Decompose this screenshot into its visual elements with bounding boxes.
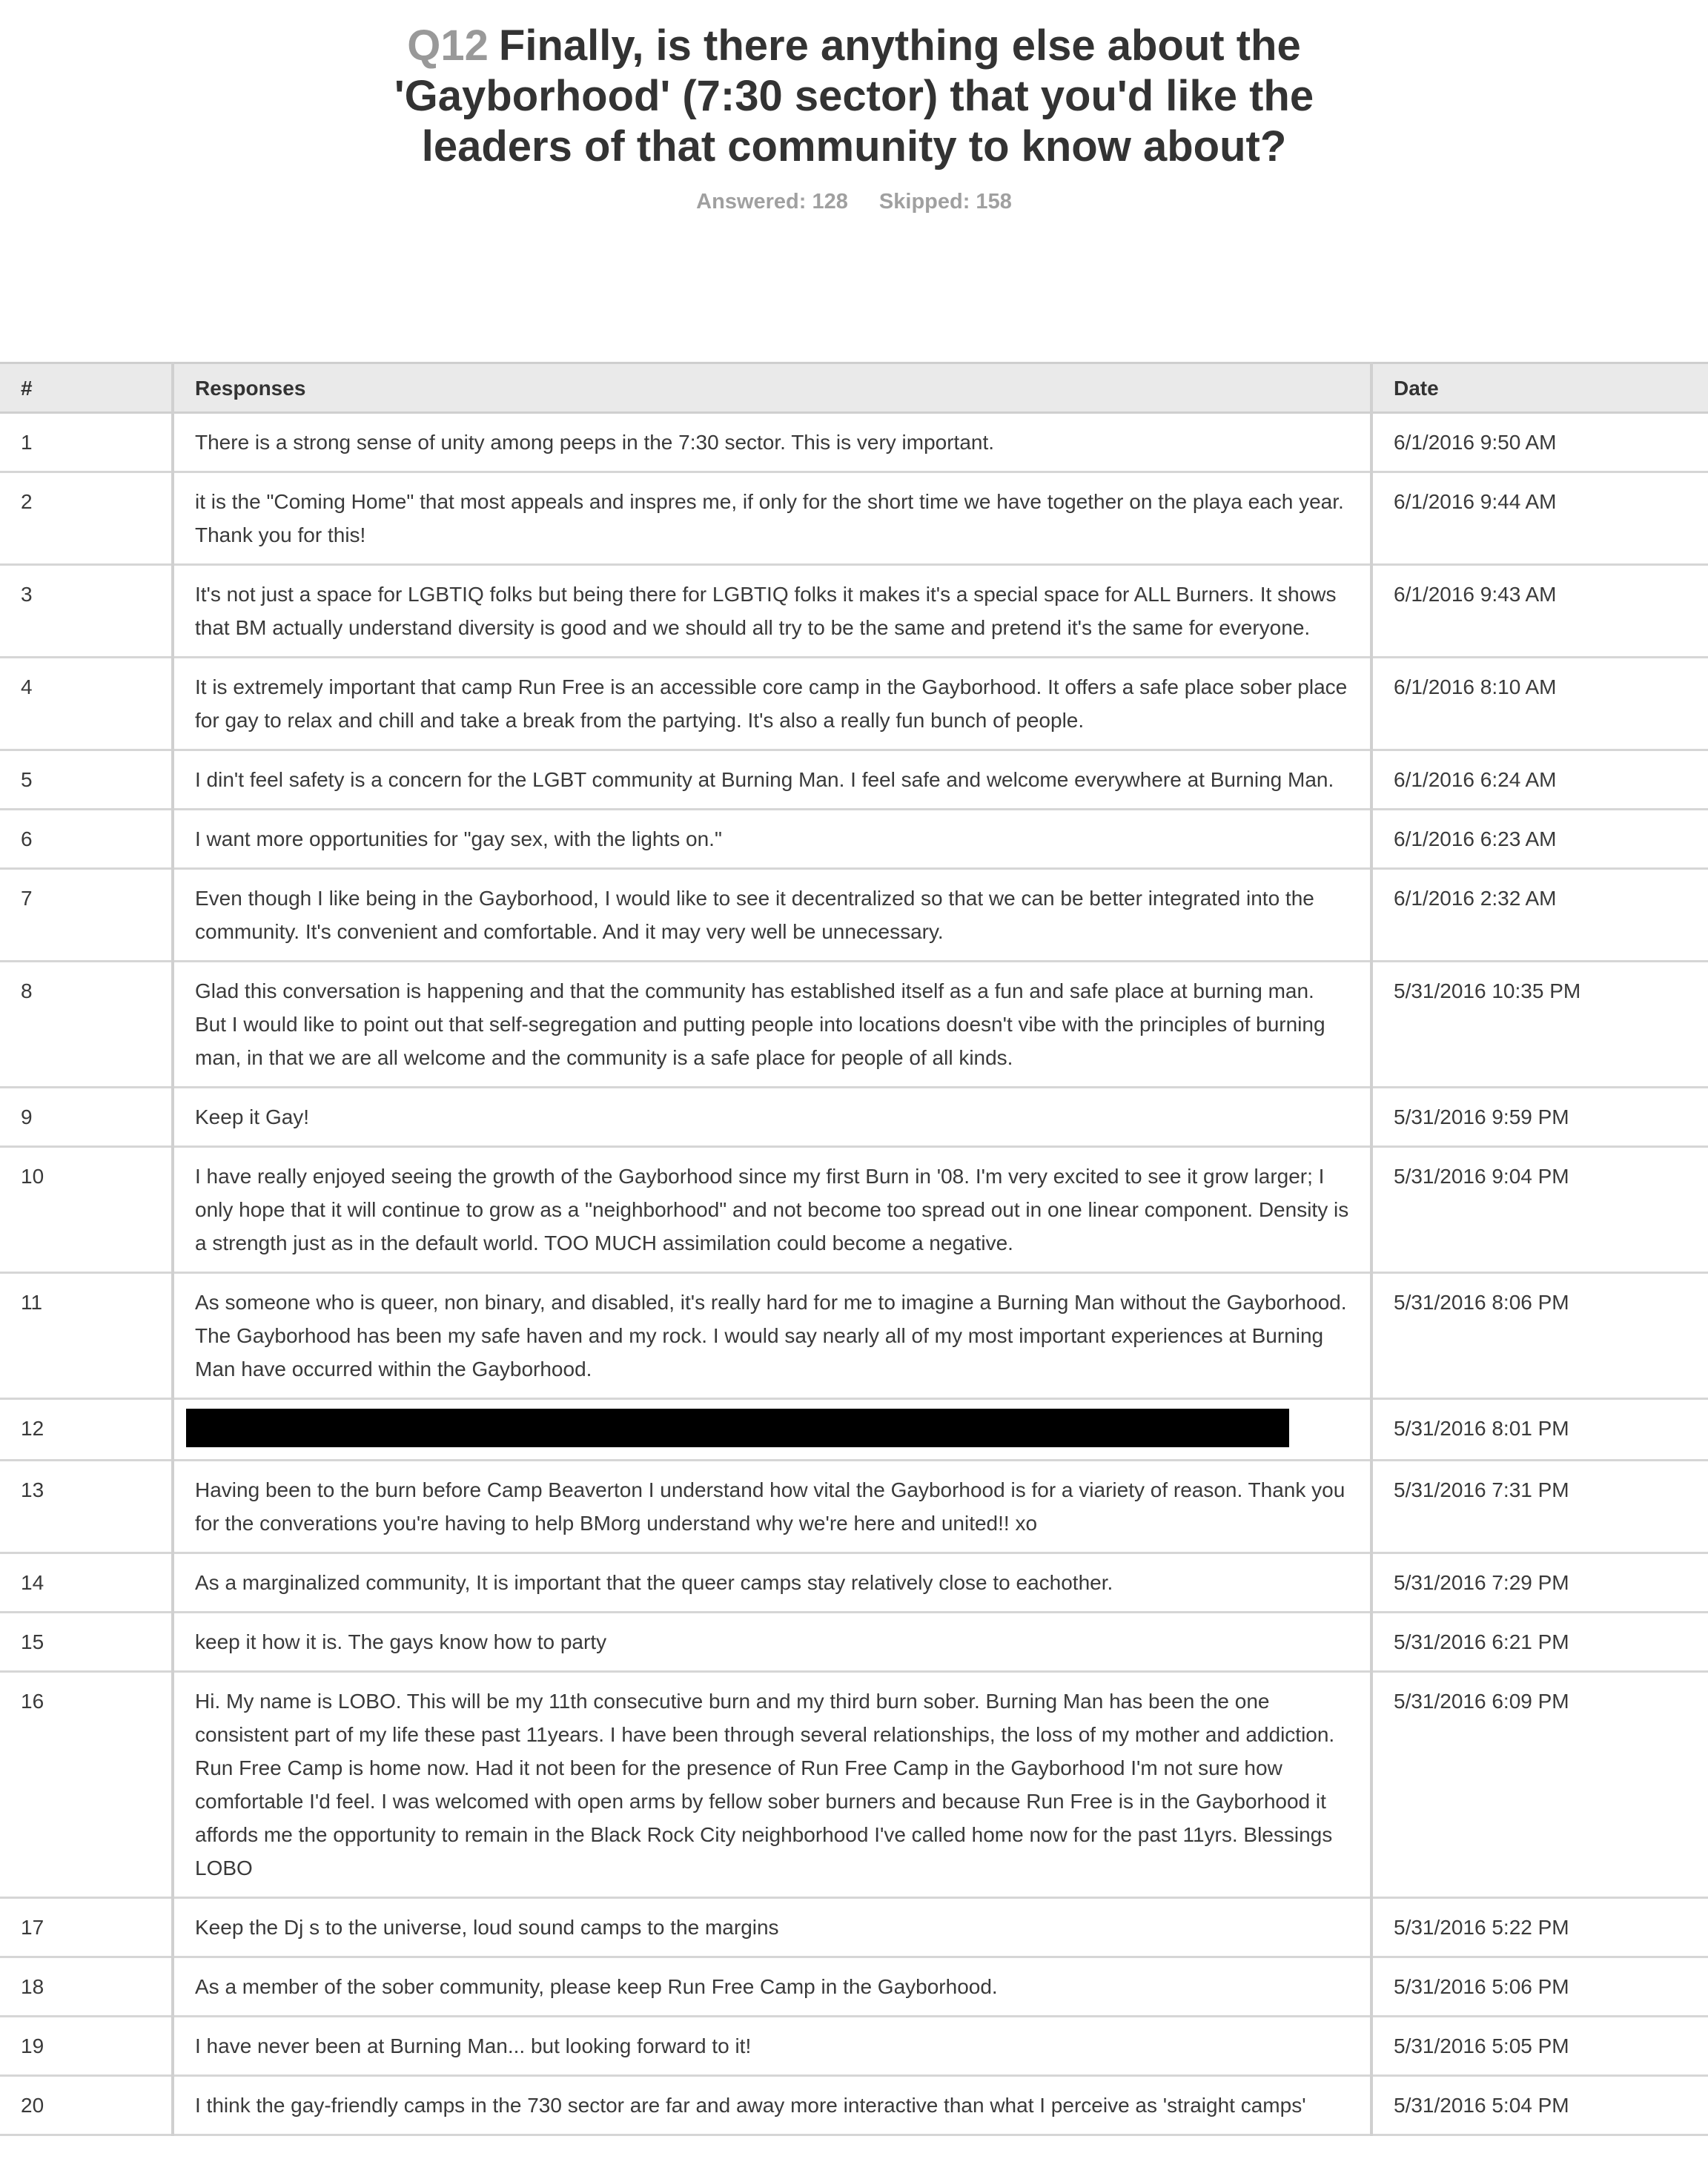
table-row — [0, 1461, 1708, 1553]
table-row — [0, 565, 1708, 658]
row-number: 5 — [0, 750, 173, 810]
response-date: 5/31/2016 8:06 PM — [1371, 1273, 1708, 1399]
response-date: 5/31/2016 9:04 PM — [1371, 1147, 1708, 1273]
row-number: 20 — [0, 2076, 173, 2135]
response-date: 6/1/2016 6:24 AM — [1371, 750, 1708, 810]
table-row — [0, 869, 1708, 962]
response-date: 6/1/2016 9:44 AM — [1371, 472, 1708, 565]
table-row — [0, 1553, 1708, 1613]
response-text: It is extremely important that camp Run Free is an accessible core camp in the Gayborhood. It offers a safe place sober place for gay to relax and chill and take a break from the partying. It's also a really fun bunch of people. — [173, 658, 1371, 750]
responses-table — [0, 362, 1708, 2136]
table-row — [0, 810, 1708, 869]
question-number: Q12 — [407, 22, 489, 70]
column-header-responses: Responses — [173, 363, 1371, 413]
response-text: As a marginalized community, It is important that the queer camps stay relatively close to eachother. — [173, 1553, 1371, 1613]
column-header-date: Date — [1371, 363, 1708, 413]
row-number: 17 — [0, 1898, 173, 1957]
table-row — [0, 1399, 1708, 1461]
response-date: 5/31/2016 5:05 PM — [1371, 2017, 1708, 2076]
response-date: 5/31/2016 5:04 PM — [1371, 2076, 1708, 2135]
response-text: I din't feel safety is a concern for the LGBT community at Burning Man. I feel safe and welcome everywhere at Burning Man. — [173, 750, 1371, 810]
response-date: 5/31/2016 5:22 PM — [1371, 1898, 1708, 1957]
redaction-bar — [186, 1409, 1289, 1447]
row-number: 10 — [0, 1147, 173, 1273]
table-row — [0, 1273, 1708, 1399]
response-text: As a member of the sober community, please keep Run Free Camp in the Gayborhood. — [173, 1957, 1371, 2017]
row-number: 16 — [0, 1672, 173, 1898]
response-date: 5/31/2016 6:21 PM — [1371, 1613, 1708, 1672]
response-stats — [0, 190, 1708, 214]
response-date: 5/31/2016 6:09 PM — [1371, 1672, 1708, 1898]
answered-count: Answered: 128 — [696, 190, 848, 214]
table-row — [0, 1088, 1708, 1147]
table-row — [0, 658, 1708, 750]
response-date: 5/31/2016 7:31 PM — [1371, 1461, 1708, 1553]
row-number: 13 — [0, 1461, 173, 1553]
response-text: I have really enjoyed seeing the growth of the Gayborhood since my first Burn in '08. I'm very excited to see it grow larger; I only hope that it will continue to grow as a "neighborhood" and not become too spread out in one linear component. Density is a strength just as in the default world. TOO MUCH assimilation could become a negative. — [173, 1147, 1371, 1273]
table-header-row — [0, 363, 1708, 413]
response-text: Hi. My name is LOBO. This will be my 11th consecutive burn and my third burn sober. Burning Man has been the one consistent part of my life these past 11years. I have been through several relationships, the loss of my mother and addiction. Run Free Camp is home now. Had it not been for the presence of Run Free Camp in the Gayborhood I'm not sure how comfortable I'd feel. I was welcomed with open arms by fellow sober burners and because Run Free is in the Gayborhood it affords me the opportunity to remain in the Black Rock City neighborhood I've called home now for the past 11yrs. Blessings LOBO — [173, 1672, 1371, 1898]
column-header-number: # — [0, 363, 173, 413]
table-body — [0, 413, 1708, 2135]
row-number: 3 — [0, 565, 173, 658]
response-date: 6/1/2016 9:50 AM — [1371, 413, 1708, 472]
question-title — [387, 21, 1321, 172]
table-row — [0, 413, 1708, 472]
response-text: I think the gay-friendly camps in the 730 sector are far and away more interactive than what I perceive as 'straight camps' — [173, 2076, 1371, 2135]
row-number: 15 — [0, 1613, 173, 1672]
response-text: As someone who is queer, non binary, and disabled, it's really hard for me to imagine a Burning Man without the Gayborhood. The Gayborhood has been my safe haven and my rock. I would say nearly all of my most important experiences at Burning Man have occurred within the Gayborhood. — [173, 1273, 1371, 1399]
table-row — [0, 750, 1708, 810]
response-text: I want more opportunities for "gay sex, with the lights on." — [173, 810, 1371, 869]
response-text: Having been to the burn before Camp Beaverton I understand how vital the Gayborhood is for a viariety of reason. Thank you for the converations you're having to help BMorg understand why we're here and united!! xo — [173, 1461, 1371, 1553]
response-text: keep it how it is. The gays know how to party — [173, 1613, 1371, 1672]
response-text-redacted — [173, 1399, 1371, 1461]
response-date: 5/31/2016 10:35 PM — [1371, 962, 1708, 1088]
table-row — [0, 472, 1708, 565]
response-text: Keep the Dj s to the universe, loud sound camps to the margins — [173, 1898, 1371, 1957]
response-text: I have never been at Burning Man... but looking forward to it! — [173, 2017, 1371, 2076]
row-number: 6 — [0, 810, 173, 869]
response-text: It's not just a space for LGBTIQ folks but being there for LGBTIQ folks it makes it's a special space for ALL Burners. It shows that BM actually understand diversity is good and we should all try to be the same and pretend it's the same for everyone. — [173, 565, 1371, 658]
row-number: 2 — [0, 472, 173, 565]
response-date: 6/1/2016 6:23 AM — [1371, 810, 1708, 869]
response-text: Even though I like being in the Gayborhood, I would like to see it decentralized so that we can be better integrated into the community. It's convenient and comfortable. And it may very well be unnecessary. — [173, 869, 1371, 962]
table-row — [0, 1957, 1708, 2017]
row-number: 19 — [0, 2017, 173, 2076]
row-number: 1 — [0, 413, 173, 472]
row-number: 18 — [0, 1957, 173, 2017]
response-date: 5/31/2016 9:59 PM — [1371, 1088, 1708, 1147]
row-number: 9 — [0, 1088, 173, 1147]
response-text: There is a strong sense of unity among peeps in the 7:30 sector. This is very important. — [173, 413, 1371, 472]
table-row — [0, 2076, 1708, 2135]
response-text: Keep it Gay! — [173, 1088, 1371, 1147]
question-text: Finally, is there anything else about the 'Gayborhood' (7:30 sector) that you'd like the leaders of that community to know about? — [394, 22, 1314, 171]
response-date: 6/1/2016 9:43 AM — [1371, 565, 1708, 658]
table-row — [0, 962, 1708, 1088]
response-date: 6/1/2016 8:10 AM — [1371, 658, 1708, 750]
row-number: 7 — [0, 869, 173, 962]
row-number: 11 — [0, 1273, 173, 1399]
table-row — [0, 1613, 1708, 1672]
response-date: 5/31/2016 5:06 PM — [1371, 1957, 1708, 2017]
row-number: 8 — [0, 962, 173, 1088]
skipped-count: Skipped: 158 — [878, 190, 1012, 214]
row-number: 14 — [0, 1553, 173, 1613]
table-row — [0, 2017, 1708, 2076]
response-text: it is the "Coming Home" that most appeals and inspres me, if only for the short time we have together on the playa each year. Thank you for this! — [173, 472, 1371, 565]
table-row — [0, 1147, 1708, 1273]
response-date: 5/31/2016 8:01 PM — [1371, 1399, 1708, 1461]
row-number: 12 — [0, 1399, 173, 1461]
row-number: 4 — [0, 658, 173, 750]
question-header — [0, 21, 1708, 214]
response-text: Glad this conversation is happening and that the community has established itself as a fun and safe place at burning man. But I would like to point out that self-segregation and putting people into locations doesn't vibe with the principles of burning man, in that we are all welcome and the community is a safe place for people of all kinds. — [173, 962, 1371, 1088]
response-date: 5/31/2016 7:29 PM — [1371, 1553, 1708, 1613]
table-row — [0, 1898, 1708, 1957]
table-row — [0, 1672, 1708, 1898]
response-date: 6/1/2016 2:32 AM — [1371, 869, 1708, 962]
